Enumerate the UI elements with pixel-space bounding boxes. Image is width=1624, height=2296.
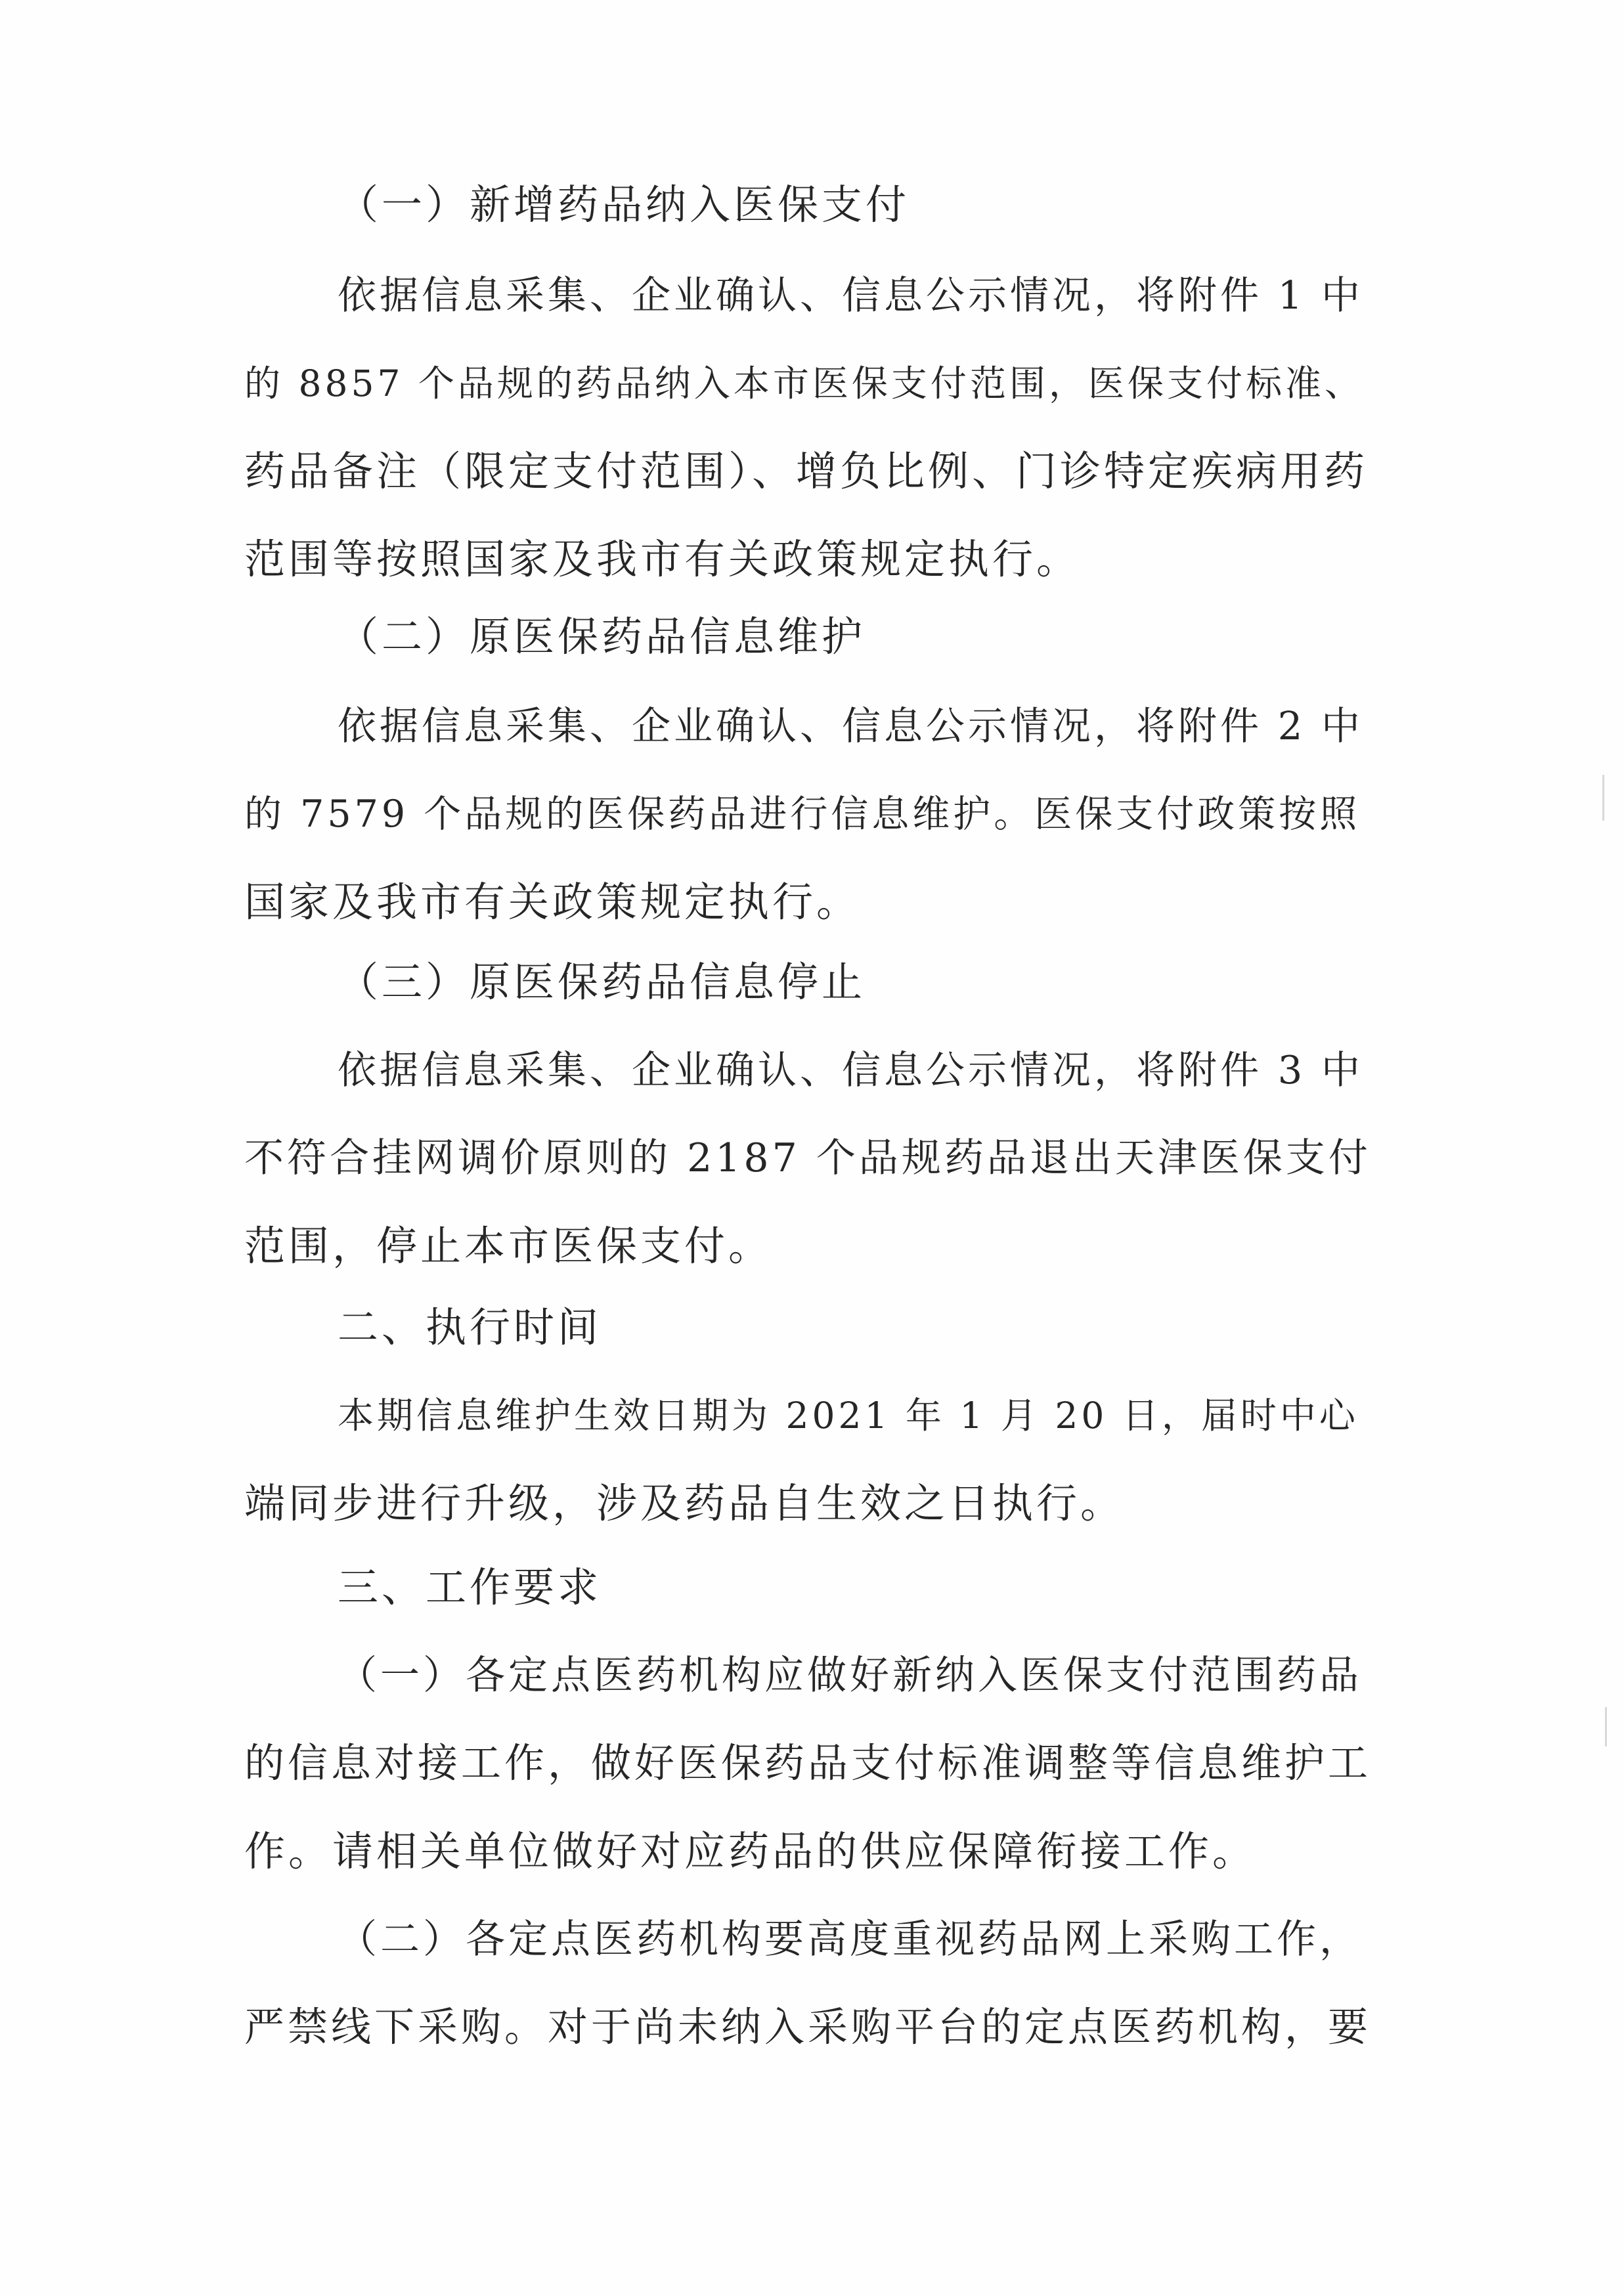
subheading-maintenance: （二）原医保药品信息维护 [338, 613, 866, 661]
paragraph-line: 范围，停止本市医保支付。 [244, 1222, 773, 1270]
subheading-stop: （三）原医保药品信息停止 [338, 958, 866, 1006]
scan-edge-mark [1602, 775, 1604, 821]
scan-edge-mark [1605, 1707, 1607, 1746]
paragraph-line: 范围等按照国家及我市有关政策规定执行。 [244, 535, 1081, 583]
paragraph-line: 不符合挂网调价原则的 2187 个品规药品退出天津医保支付 [244, 1135, 1371, 1181]
paragraph-line: 国家及我市有关政策规定执行。 [244, 878, 861, 926]
paragraph-line: 端同步进行升级，涉及药品自生效之日执行。 [244, 1479, 1125, 1527]
section-heading-work-requirements: 三、工作要求 [338, 1563, 602, 1611]
paragraph-line: 的 8857 个品规的药品纳入本市医保支付范围，医保支付标准、 [244, 362, 1364, 404]
paragraph-line: 依据信息采集、企业确认、信息公示情况，将附件 3 中 [338, 1047, 1364, 1093]
paragraph-line: 的信息对接工作，做好医保药品支付标准调整等信息维护工 [244, 1740, 1372, 1787]
paragraph-line: 的 7579 个品规的医保药品进行信息维护。医保支付政策按照 [244, 792, 1361, 836]
subheading-new-drugs: （一）新增药品纳入医保支付 [338, 181, 910, 228]
section-heading-execution-time: 二、执行时间 [338, 1303, 602, 1351]
paragraph-line: 依据信息采集、企业确认、信息公示情况，将附件 1 中 [338, 272, 1364, 318]
paragraph-line: （一）各定点医药机构应做好新纳入医保支付范围药品 [338, 1653, 1362, 1699]
paragraph-line: （二）各定点医药机构要高度重视药品网上采购工作， [338, 1917, 1362, 1962]
paragraph-line: 依据信息采集、企业确认、信息公示情况，将附件 2 中 [338, 703, 1364, 748]
paragraph-line: 严禁线下采购。对于尚未纳入采购平台的定点医药机构，要 [244, 2004, 1372, 2050]
paragraph-line: 作。请相关单位做好对应药品的供应保障衔接工作。 [244, 1827, 1257, 1875]
paragraph-line: 药品备注（限定支付范围）、增负比例、门诊特定疾病用药 [244, 447, 1369, 495]
paragraph-line: 本期信息维护生效日期为 2021 年 1 月 20 日，届时中心 [338, 1395, 1359, 1437]
